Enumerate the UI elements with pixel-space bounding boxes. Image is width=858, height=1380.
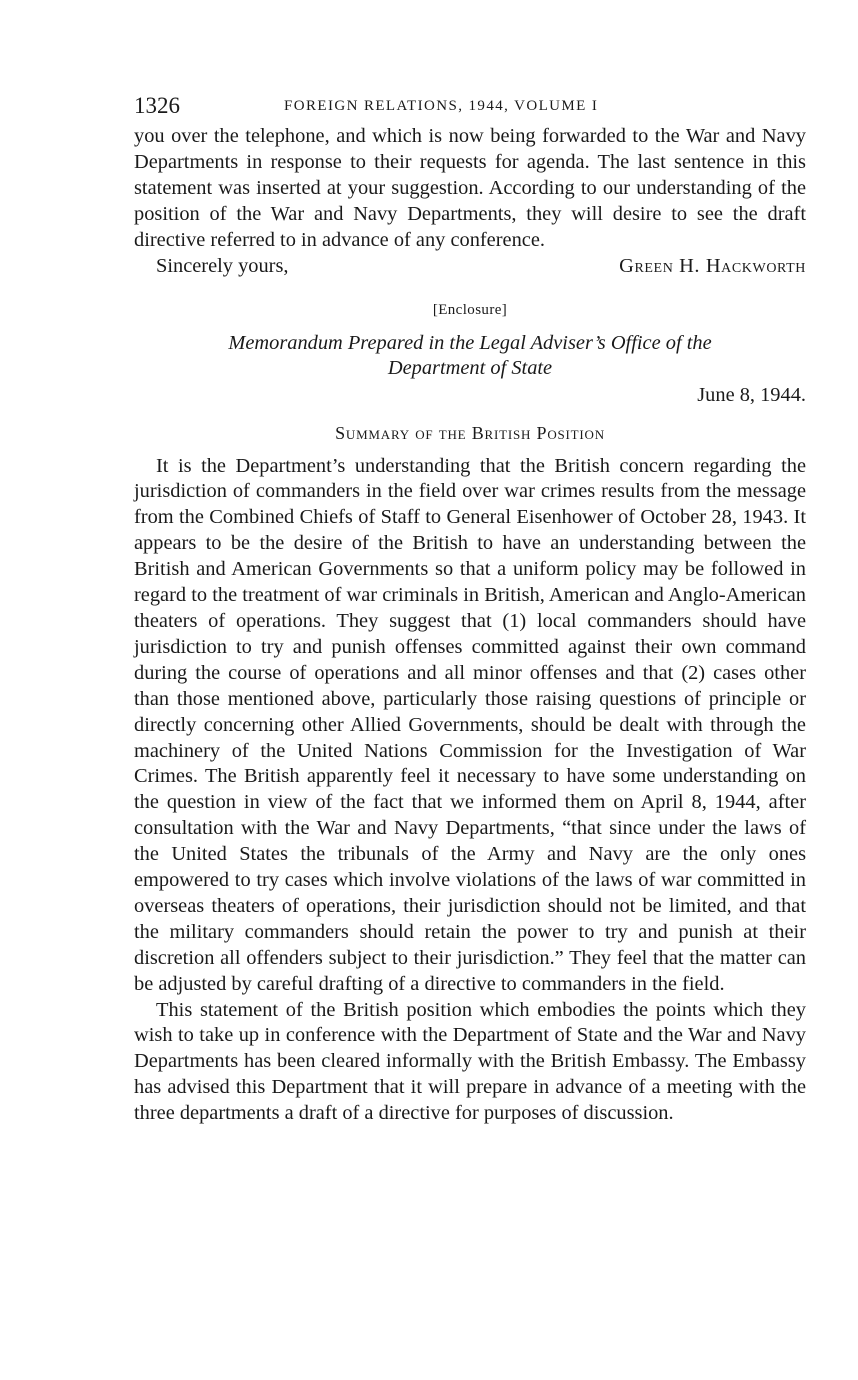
memo-date: June 8, 1944.	[697, 383, 806, 406]
memo-paragraph-1: It is the Department’s understanding that the British concern regarding the jurisdiction of commanders in the field over war crimes results from the message from the Combined Chiefs of Staff to General Eisenhower of October 28, 1943. It appears to be the desire of the British to have an understanding between the British and American Governments so that a uniform policy may be followed in regard to the treatment of war criminals in British, American and Anglo-American theaters of operations. They suggest that (1) local commanders should have jurisdiction to try and punish offenses committed against their own command during the course of operations and all minor offenses and that (2) cases other than those mentioned above, particularly those raising questions of principle or directly concerning other Allied Governments, should be dealt with through the machinery of the United Nations Commission for the Investigation of War Crimes. The British apparently feel it necessary to have some understanding on the question in view of the fact that we informed them on April 8, 1944, after consultation with the War and Navy Departments, “that since under the laws of the United States the tribunals of the Army and Navy are the only ones empowered to try cases which involve violations of the laws of war committed in overseas theaters of operations, their jurisdiction should not be limited, and that the military commanders should retain the power to try and punish at their discretion all offenders subject to their jurisdiction.” They feel that the matter can be adjusted by careful drafting of a directive to commanders in the field.	[134, 454, 806, 995]
running-head	[134, 90, 806, 124]
memo-title-line-2: Department of State	[387, 356, 553, 379]
letter-closing-row	[134, 254, 806, 280]
memo-title-line-1: Memorandum Prepared in the Legal Adviser’s Office of the	[228, 331, 712, 354]
letter-signature: Green H. Hackworth	[619, 254, 806, 277]
enclosure-label: [Enclosure]	[432, 301, 508, 318]
memo-paragraph-2: This statement of the British position which embodies the points which they wish to take up in conference with the Department of State and the War and Navy Departments has been cleared informally with the British Embassy. The Embassy has advised this Department that it will prepare in advance of a meeting with the three departments a draft of a directive for purposes of discussion.	[134, 998, 806, 1125]
page-number: 1326	[134, 93, 180, 118]
memo-title	[134, 331, 806, 381]
letter-closing: Sincerely yours,	[156, 254, 289, 277]
running-title: FOREIGN RELATIONS, 1944, VOLUME I	[284, 98, 599, 114]
letter-continuation-paragraph: you over the telephone, and which is now being forwarded to the War and Navy Departments in response to their requests for agenda. The last sentence in this statement was inserted at your suggestion. According to our understanding of the position of the War and Navy Departments, they will desire to see the draft directive referred to in advance of any conference.	[134, 125, 806, 251]
section-heading: Summary of the British Position	[335, 422, 605, 443]
document-page	[134, 90, 806, 1127]
